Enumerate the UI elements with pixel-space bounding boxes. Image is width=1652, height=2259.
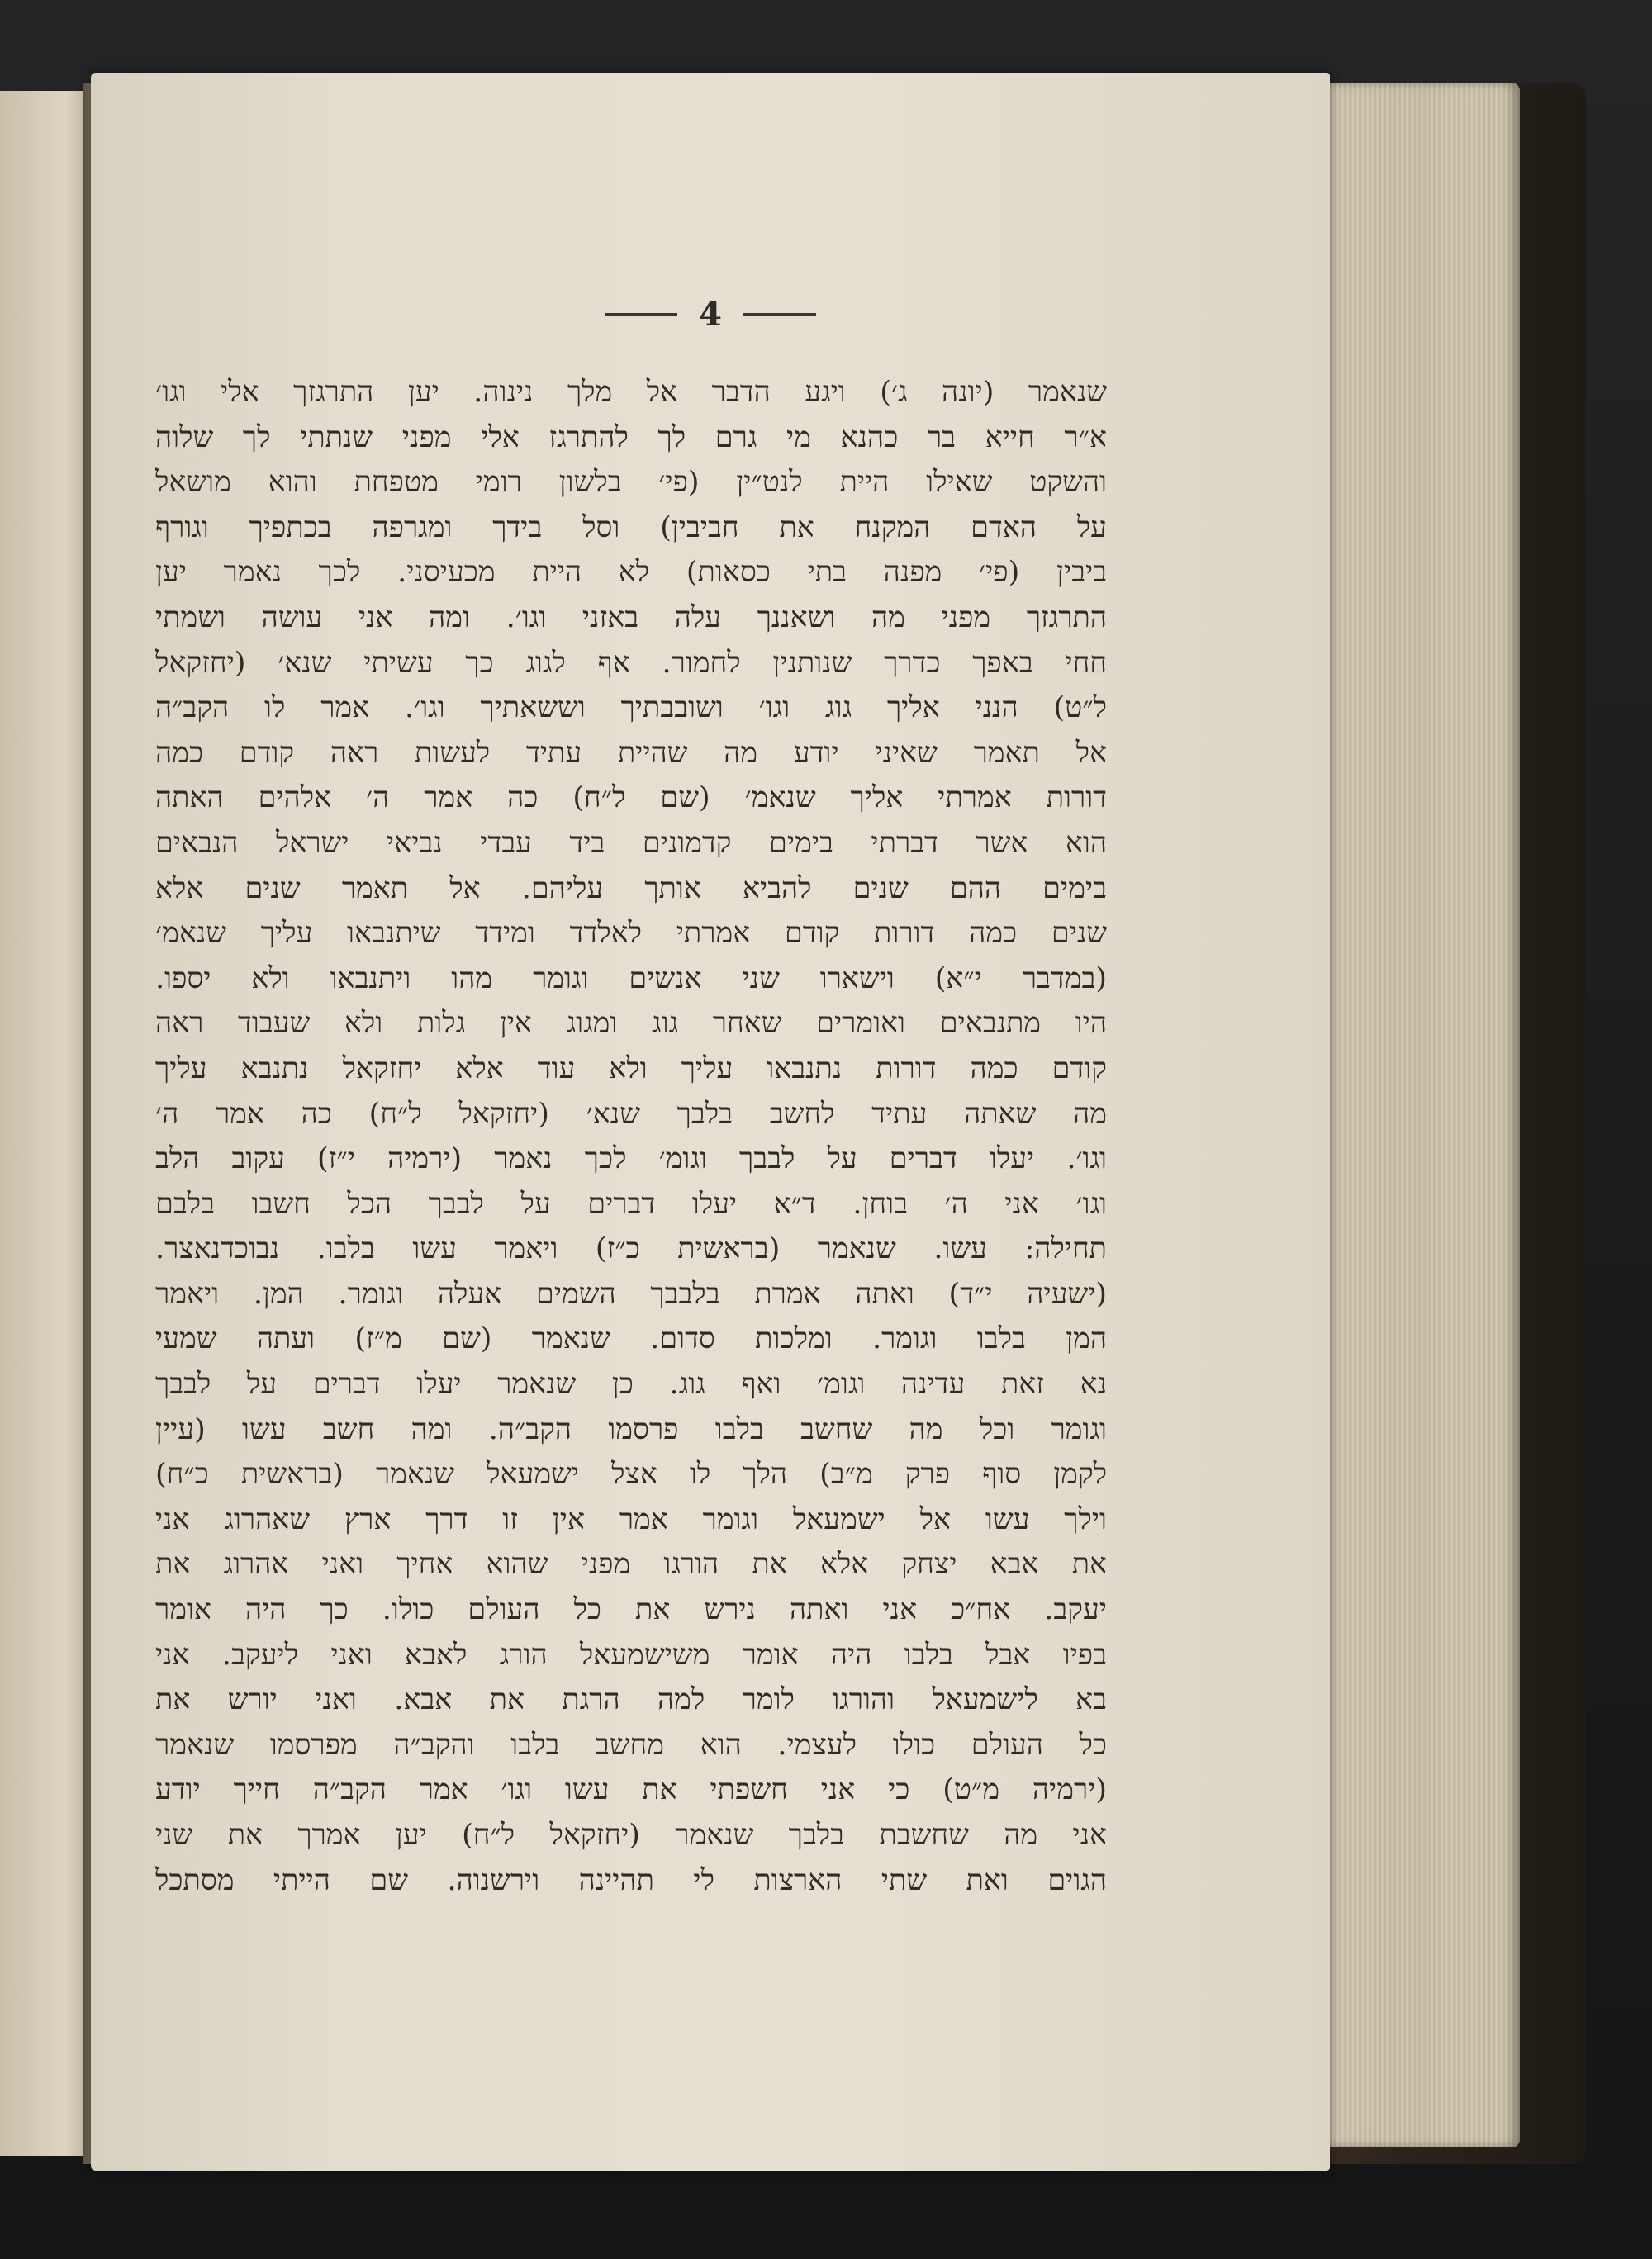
page-header (91, 289, 1330, 339)
text-line: בימים ההם שנים להביא אותך עליהם. אל תאמר שנים אלא (155, 871, 1107, 905)
text-line: חחי באפך כדרך שנותנין לחמור. אף לגוג כך עשיתי שנא׳ (יחזקאל (155, 646, 1107, 680)
text-line: שנאמר (יונה ג׳) ויגע הדבר אל מלך נינוה. יען התרגזך אלי וגו׳ (155, 376, 1107, 409)
text-line: וגו׳. יעלו דברים על לבבך וגומ׳ לכך נאמר (ירמיה י״ז) עקוב הלב (155, 1142, 1107, 1176)
text-line: אל תאמר שאיני יודע מה שהיית עתיד לעשות ראה קודם כמה (155, 736, 1107, 770)
page-edges (1313, 83, 1520, 2147)
page-number: 4 (699, 294, 722, 334)
text-line: יעקב. אח״כ אני ואתה נירש את כל העולם כולו. כך היה אומר (155, 1593, 1107, 1627)
text-line: כל העולם כולו לעצמי. הוא מחשב בלבו והקב״ה מפרסמו שנאמר (155, 1728, 1107, 1762)
text-line: א״ר חייא בר כהנא מי גרם לך להתרגז אלי מפני שנתתי לך שלוה (155, 420, 1107, 454)
text-line: (ירמיה מ״ט) כי אני חשפתי את עשו וגו׳ אמר הקב״ה חייך יודע (155, 1773, 1107, 1807)
text-line: דורות אמרתי אליך שנאמ׳ (שם ל״ח) כה אמר ה׳ אלהים האתה (155, 781, 1107, 815)
text-line: את אבא יצחק אלא את הורגו מפני שהוא אחיך ואני אהרוג את (155, 1548, 1107, 1582)
text-line: הגוים ואת שתי הארצות לי תהיינה וירשנוה. שם הייתי מסתכל (155, 1863, 1107, 1897)
header-rule-left (605, 313, 677, 316)
left-page-edge (0, 91, 93, 2156)
text-line: התרגזך מפני מה ושאננך עלה באזני וגו׳. ומה אני עושה ושמתי (155, 600, 1107, 634)
text-line: מה שאתה עתיד לחשב בלבך שנא׳ (יחזקאל ל״ח) כה אמר ה׳ (155, 1097, 1107, 1131)
text-block (155, 370, 1107, 1903)
text-line: בא לישמעאל והורגו לומר למה הרגת את אבא. ואני יורש את (155, 1683, 1107, 1717)
text-line: היו מתנבאים ואומרים שאחר גוג ומגוג אין גלות ולא שעבוד ראה (155, 1007, 1107, 1041)
text-line: קודם כמה דורות נתנבאו עליך ולא עוד אלא יחזקאל נתנבא עליך (155, 1051, 1107, 1085)
text-line: (במדבר י״א) וישארו שני אנשים וגומר מהו ויתנבאו ולא יספו. (155, 961, 1107, 995)
text-line: שנים כמה דורות קודם אמרתי לאלדד ומידד שיתנבאו עליך שנאמ׳ (155, 917, 1107, 951)
text-line: בפיו אבל בלבו היה אומר משישמעאל הורג לאבא ואני ליעקב. אני (155, 1638, 1107, 1672)
text-line: אני מה שחשבת בלבך שנאמר (יחזקאל ל״ח) יען אמרך את שני (155, 1819, 1107, 1852)
book-page (91, 73, 1330, 2171)
text-line: והשקט שאילו היית לנט״ין (פי׳ בלשון רומי מטפחת והוא מושאל (155, 466, 1107, 500)
text-line: ביבין (פי׳ מפנה בתי כסאות) לא היית מכעיסני. לכך נאמר יען (155, 556, 1107, 590)
text-line: וגומר וכל מה שחשב בלבו פרסמו הקב״ה. ומה חשב עשו (עיין (155, 1412, 1107, 1446)
text-line: על האדם המקנח את חביבין) וסל בידך ומגרפה בכתפיך וגורף (155, 510, 1107, 544)
text-line: המן בלבו וגומר. ומלכות סדום. שנאמר (שם מ״ז) ועתה שמעי (155, 1322, 1107, 1356)
header-rule-right (743, 313, 816, 316)
text-line: (ישעיה י״ד) ואתה אמרת בלבבך השמים אעלה וגומר. המן. ויאמר (155, 1277, 1107, 1311)
text-line: הוא אשר דברתי בימים קדמונים ביד עבדי נביאי ישראל הנבאים (155, 826, 1107, 860)
text-line: נא זאת עדינה וגומ׳ ואף גוג. כן שנאמר יעלו דברים על לבבך (155, 1368, 1107, 1402)
text-line: תחילה: עשו. שנאמר (בראשית כ״ז) ויאמר עשו בלבו. נבוכדנאצר. (155, 1232, 1107, 1266)
text-line: וגו׳ אני ה׳ בוחן. ד״א יעלו דברים על לבבך הכל חשבו בלבם (155, 1187, 1107, 1221)
text-line: ל״ט) הנני אליך גוג וגו׳ ושובבתיך וששאתיך וגו׳. אמר לו הקב״ה (155, 691, 1107, 725)
text-line: לקמן סוף פרק מ״ב) הלך לו אצל ישמעאל שנאמר (בראשית כ״ח) (155, 1458, 1107, 1492)
text-line: וילך עשו אל ישמעאל וגומר אמר אין זו דרך ארץ שאהרוג אני (155, 1502, 1107, 1536)
